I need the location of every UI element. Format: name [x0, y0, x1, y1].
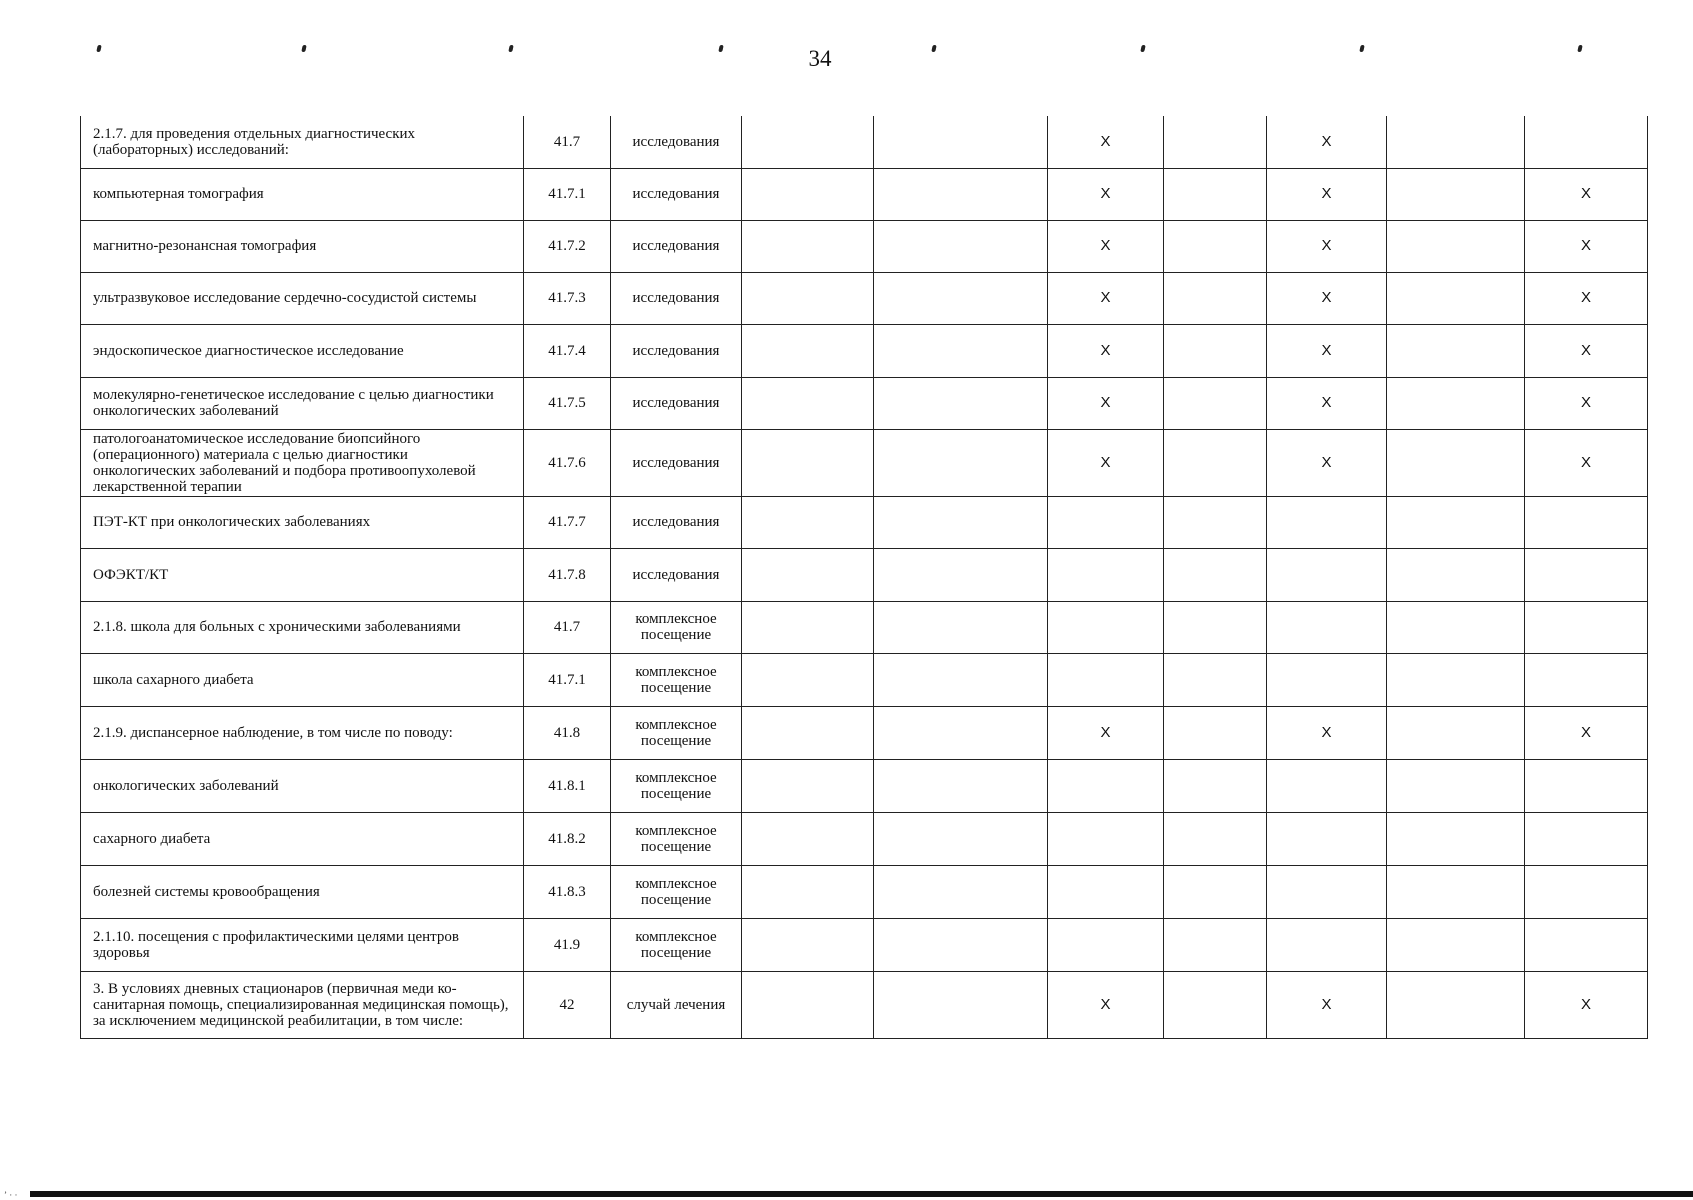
- table-row: [81, 918, 1648, 971]
- row-mark-cell: [1164, 865, 1267, 918]
- row-mark-cell: [742, 706, 874, 759]
- row-mark-cell: [874, 865, 1048, 918]
- row-mark-cell: [1048, 601, 1164, 653]
- row-code-cell: 41.7.4: [524, 324, 611, 377]
- row-mark-cell: [1525, 812, 1648, 865]
- row-mark-cell: [742, 429, 874, 496]
- row-mark-cell: [1525, 759, 1648, 812]
- bottom-rule: [30, 1191, 1693, 1197]
- row-mark-cell: [874, 706, 1048, 759]
- table-row: [81, 812, 1648, 865]
- row-unit-cell: комплексное посещение: [611, 918, 742, 971]
- row-mark-cell: [742, 496, 874, 548]
- row-unit-cell: комплексное посещение: [611, 865, 742, 918]
- row-unit-cell: комплексное посещение: [611, 812, 742, 865]
- row-mark-cell: [874, 496, 1048, 548]
- table-row: [81, 116, 1648, 168]
- scan-dot: [301, 45, 306, 52]
- row-mark-cell: [1267, 812, 1387, 865]
- row-name-cell: ультразвуковое исследование сердечно-сосудистой системы: [81, 272, 524, 324]
- row-mark-cell: X: [1525, 377, 1648, 429]
- row-mark-cell: X: [1525, 272, 1648, 324]
- row-mark-cell: [1267, 548, 1387, 601]
- row-mark-cell: [742, 918, 874, 971]
- row-mark-cell: X: [1267, 168, 1387, 220]
- table-row: [81, 429, 1648, 496]
- row-code-cell: 41.7: [524, 601, 611, 653]
- row-mark-cell: [1164, 548, 1267, 601]
- row-mark-cell: [742, 865, 874, 918]
- row-code-cell: 41.8.3: [524, 865, 611, 918]
- row-mark-cell: [1387, 377, 1525, 429]
- row-mark-cell: [1267, 601, 1387, 653]
- row-unit-cell: исследования: [611, 168, 742, 220]
- table-body: [81, 116, 1648, 1038]
- row-unit-cell: исследования: [611, 496, 742, 548]
- row-mark-cell: [742, 116, 874, 168]
- row-name-cell: 3. В условиях дневных стационаров (первичная меди ко-санитарная помощь, специализированная медицинская помощь), за исключением медицинской реабилитации, в том числе:: [81, 971, 524, 1038]
- row-mark-cell: [1387, 865, 1525, 918]
- row-unit-cell: исследования: [611, 377, 742, 429]
- row-name-cell: 2.1.10. посещения с профилактическими целями центров здоровья: [81, 918, 524, 971]
- row-mark-cell: [1048, 918, 1164, 971]
- row-name-cell: онкологических заболеваний: [81, 759, 524, 812]
- row-mark-cell: [1525, 918, 1648, 971]
- row-mark-cell: [1164, 272, 1267, 324]
- scan-dot: [1140, 45, 1145, 52]
- row-mark-cell: [1387, 116, 1525, 168]
- row-mark-cell: [742, 168, 874, 220]
- scan-dot: [1359, 45, 1364, 52]
- row-mark-cell: [742, 377, 874, 429]
- row-name-cell: 2.1.9. диспансерное наблюдение, в том числе по поводу:: [81, 706, 524, 759]
- row-mark-cell: X: [1267, 706, 1387, 759]
- row-mark-cell: [874, 759, 1048, 812]
- scan-dot: [718, 45, 723, 52]
- row-code-cell: 42: [524, 971, 611, 1038]
- row-mark-cell: [1525, 116, 1648, 168]
- row-mark-cell: [742, 272, 874, 324]
- row-mark-cell: [1525, 496, 1648, 548]
- row-unit-cell: комплексное посещение: [611, 706, 742, 759]
- row-mark-cell: [742, 971, 874, 1038]
- row-mark-cell: [1048, 812, 1164, 865]
- row-name-cell: 2.1.8. школа для больных с хроническими заболеваниями: [81, 601, 524, 653]
- row-mark-cell: [1164, 812, 1267, 865]
- row-name-cell: ОФЭКТ/КТ: [81, 548, 524, 601]
- row-mark-cell: [874, 601, 1048, 653]
- row-unit-cell: комплексное посещение: [611, 759, 742, 812]
- row-name-cell: ПЭТ-КТ при онкологических заболеваниях: [81, 496, 524, 548]
- row-mark-cell: X: [1267, 116, 1387, 168]
- row-mark-cell: X: [1267, 377, 1387, 429]
- row-mark-cell: [742, 324, 874, 377]
- row-mark-cell: [1164, 601, 1267, 653]
- row-mark-cell: [742, 601, 874, 653]
- row-code-cell: 41.7.5: [524, 377, 611, 429]
- row-mark-cell: [874, 377, 1048, 429]
- row-mark-cell: X: [1267, 272, 1387, 324]
- row-mark-cell: X: [1525, 324, 1648, 377]
- scan-dot: [96, 45, 101, 52]
- row-code-cell: 41.8.1: [524, 759, 611, 812]
- row-code-cell: 41.7.7: [524, 496, 611, 548]
- row-mark-cell: [874, 812, 1048, 865]
- row-unit-cell: исследования: [611, 272, 742, 324]
- scan-dot: [508, 45, 513, 52]
- row-mark-cell: [874, 324, 1048, 377]
- row-mark-cell: [874, 272, 1048, 324]
- row-mark-cell: [1164, 377, 1267, 429]
- row-mark-cell: [1387, 429, 1525, 496]
- row-mark-cell: X: [1267, 220, 1387, 272]
- row-mark-cell: [1387, 220, 1525, 272]
- row-name-cell: сахарного диабета: [81, 812, 524, 865]
- row-mark-cell: X: [1048, 429, 1164, 496]
- row-mark-cell: [1048, 865, 1164, 918]
- volume-table: [80, 116, 1648, 1039]
- row-mark-cell: [742, 812, 874, 865]
- row-code-cell: 41.7.2: [524, 220, 611, 272]
- row-mark-cell: [874, 653, 1048, 706]
- row-name-cell: эндоскопическое диагностическое исследование: [81, 324, 524, 377]
- row-mark-cell: [1267, 865, 1387, 918]
- row-mark-cell: [1387, 759, 1525, 812]
- table-row: [81, 272, 1648, 324]
- row-name-cell: молекулярно-генетическое исследование с целью диагностики онкологических заболеваний: [81, 377, 524, 429]
- row-mark-cell: X: [1267, 324, 1387, 377]
- row-mark-cell: X: [1048, 168, 1164, 220]
- row-name-cell: болезней системы кровообращения: [81, 865, 524, 918]
- row-mark-cell: [1387, 496, 1525, 548]
- row-mark-cell: X: [1048, 220, 1164, 272]
- row-mark-cell: [1387, 812, 1525, 865]
- table-row: [81, 496, 1648, 548]
- row-mark-cell: [874, 548, 1048, 601]
- row-mark-cell: [1164, 168, 1267, 220]
- row-mark-cell: [1164, 653, 1267, 706]
- scan-artifact: ʼ · ·: [4, 1190, 18, 1200]
- table-row: [81, 759, 1648, 812]
- row-mark-cell: X: [1525, 706, 1648, 759]
- row-name-cell: школа сахарного диабета: [81, 653, 524, 706]
- scan-dot: [1577, 45, 1582, 52]
- row-mark-cell: [1525, 548, 1648, 601]
- row-code-cell: 41.7.1: [524, 653, 611, 706]
- row-mark-cell: [742, 548, 874, 601]
- row-mark-cell: [1387, 601, 1525, 653]
- row-mark-cell: X: [1048, 272, 1164, 324]
- table-row: [81, 220, 1648, 272]
- row-name-cell: 2.1.7. для проведения отдельных диагностических (лабораторных) исследований:: [81, 116, 524, 168]
- row-mark-cell: [1525, 653, 1648, 706]
- row-mark-cell: [1387, 706, 1525, 759]
- row-unit-cell: исследования: [611, 429, 742, 496]
- row-mark-cell: [1525, 601, 1648, 653]
- row-mark-cell: X: [1048, 971, 1164, 1038]
- page-number: 34: [808, 46, 832, 71]
- row-mark-cell: X: [1525, 168, 1648, 220]
- table-row: [81, 168, 1648, 220]
- row-name-cell: компьютерная томография: [81, 168, 524, 220]
- row-mark-cell: X: [1048, 706, 1164, 759]
- row-mark-cell: [1048, 548, 1164, 601]
- row-mark-cell: [1387, 971, 1525, 1038]
- row-code-cell: 41.9: [524, 918, 611, 971]
- row-mark-cell: X: [1267, 971, 1387, 1038]
- row-mark-cell: [1164, 706, 1267, 759]
- row-mark-cell: [874, 429, 1048, 496]
- row-mark-cell: [874, 971, 1048, 1038]
- row-mark-cell: [1164, 429, 1267, 496]
- row-mark-cell: X: [1525, 220, 1648, 272]
- row-code-cell: 41.7.6: [524, 429, 611, 496]
- row-mark-cell: [1164, 759, 1267, 812]
- row-mark-cell: [742, 653, 874, 706]
- table-row: [81, 324, 1648, 377]
- row-unit-cell: комплексное посещение: [611, 601, 742, 653]
- row-unit-cell: исследования: [611, 548, 742, 601]
- row-mark-cell: [1267, 759, 1387, 812]
- table-row: [81, 548, 1648, 601]
- row-mark-cell: [1164, 496, 1267, 548]
- row-code-cell: 41.7: [524, 116, 611, 168]
- row-code-cell: 41.7.8: [524, 548, 611, 601]
- scan-dot: [931, 45, 936, 52]
- row-mark-cell: [1525, 865, 1648, 918]
- row-mark-cell: [742, 759, 874, 812]
- row-mark-cell: [1048, 759, 1164, 812]
- row-mark-cell: [874, 168, 1048, 220]
- row-mark-cell: X: [1048, 116, 1164, 168]
- row-unit-cell: комплексное посещение: [611, 653, 742, 706]
- row-mark-cell: [1387, 324, 1525, 377]
- row-mark-cell: [1387, 918, 1525, 971]
- row-mark-cell: [1387, 272, 1525, 324]
- row-code-cell: 41.8.2: [524, 812, 611, 865]
- table-row: [81, 377, 1648, 429]
- row-mark-cell: [1048, 496, 1164, 548]
- row-code-cell: 41.8: [524, 706, 611, 759]
- row-mark-cell: [874, 116, 1048, 168]
- row-mark-cell: [1387, 548, 1525, 601]
- row-mark-cell: [874, 220, 1048, 272]
- row-mark-cell: X: [1525, 429, 1648, 496]
- table-row: [81, 971, 1648, 1038]
- row-mark-cell: X: [1048, 377, 1164, 429]
- row-mark-cell: X: [1048, 324, 1164, 377]
- row-mark-cell: [1164, 116, 1267, 168]
- row-mark-cell: [1164, 971, 1267, 1038]
- row-code-cell: 41.7.3: [524, 272, 611, 324]
- row-mark-cell: [1267, 918, 1387, 971]
- row-mark-cell: X: [1267, 429, 1387, 496]
- row-unit-cell: исследования: [611, 220, 742, 272]
- row-mark-cell: [1048, 653, 1164, 706]
- row-mark-cell: [1164, 220, 1267, 272]
- table-row: [81, 601, 1648, 653]
- row-unit-cell: случай лечения: [611, 971, 742, 1038]
- row-mark-cell: [1267, 496, 1387, 548]
- row-mark-cell: [1164, 918, 1267, 971]
- row-mark-cell: [1267, 653, 1387, 706]
- table-row: [81, 653, 1648, 706]
- table-row: [81, 865, 1648, 918]
- row-mark-cell: X: [1525, 971, 1648, 1038]
- row-mark-cell: [1387, 168, 1525, 220]
- row-code-cell: 41.7.1: [524, 168, 611, 220]
- row-name-cell: патологоанатомическое исследование биопсийного (операционного) материала с целью диагностики онкологических заболеваний и подбора противоопухолевой лекарственной терапии: [81, 429, 524, 496]
- row-mark-cell: [742, 220, 874, 272]
- row-mark-cell: [1387, 653, 1525, 706]
- table-row: [81, 706, 1648, 759]
- row-name-cell: магнитно-резонансная томография: [81, 220, 524, 272]
- row-unit-cell: исследования: [611, 324, 742, 377]
- row-mark-cell: [874, 918, 1048, 971]
- row-unit-cell: исследования: [611, 116, 742, 168]
- row-mark-cell: [1164, 324, 1267, 377]
